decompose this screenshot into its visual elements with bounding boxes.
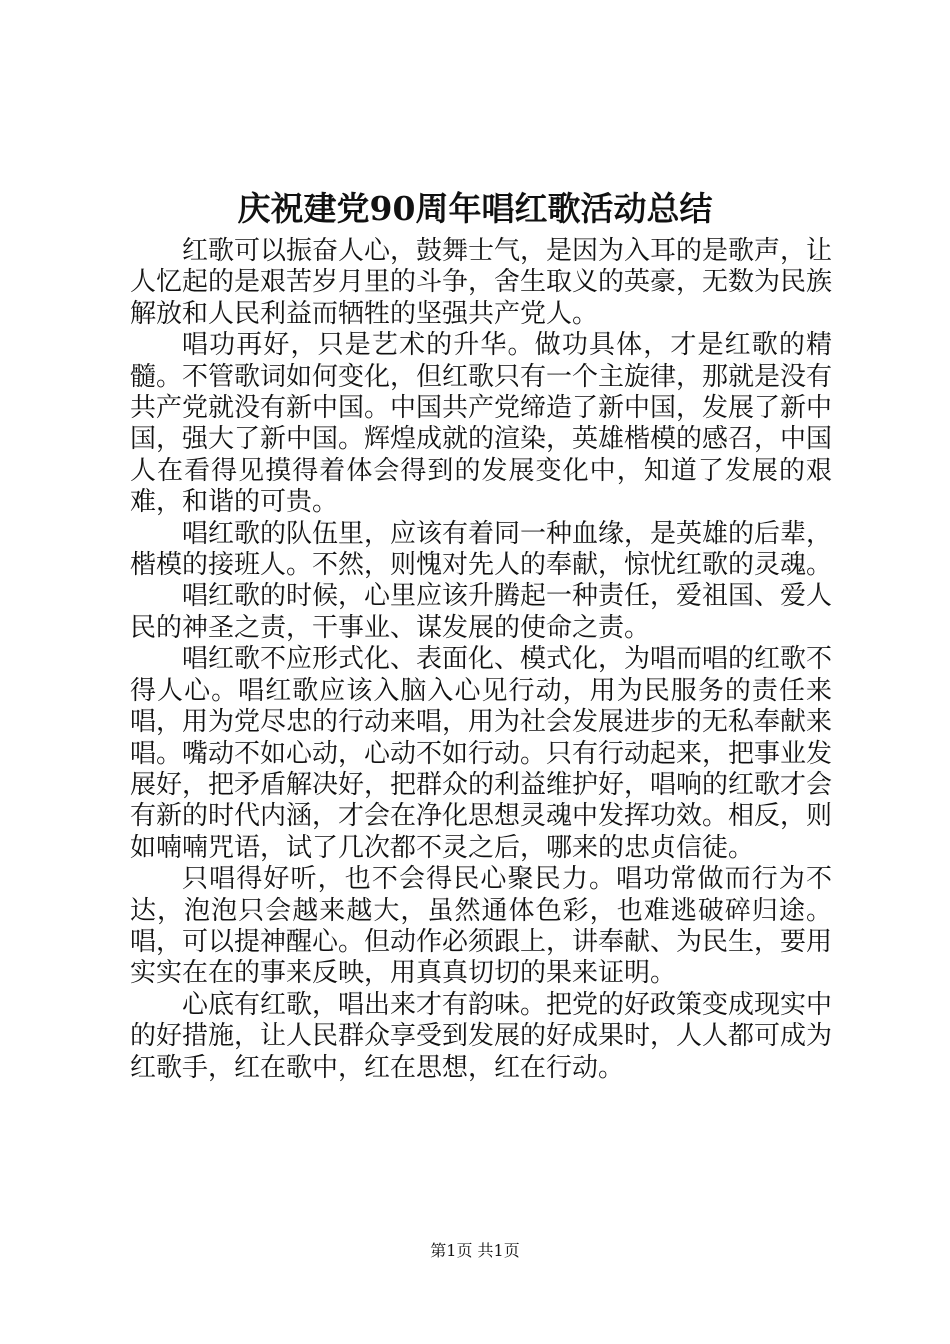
page-footer: 第1页 共1页 (430, 1241, 520, 1260)
paragraph: 唱红歌的时候，心里应该升腾起一种责任，爱祖国、爱人民的神圣之责，干事业、谋发展的使命之责。 (130, 581, 833, 643)
paragraph: 红歌可以振奋人心，鼓舞士气，是因为入耳的是歌声，让人忆起的是艰苦岁月里的斗争，舍生取义的英豪，无数为民族解放和人民利益而牺牲的坚强共产党人。 (130, 236, 833, 329)
paragraph: 唱功再好，只是艺术的升华。做功具体，才是红歌的精髓。不管歌词如何变化，但红歌只有一个主旋律，那就是没有共产党就没有新中国。中国共产党缔造了新中国，发展了新中国，强大了新中国。辉煌成就的渲染，英雄楷模的感召，中国人在看得见摸得着体会得到的发展变化中，知道了发展的艰难，和谐的可贵。 (130, 330, 833, 518)
paragraph: 唱红歌不应形式化、表面化、模式化，为唱而唱的红歌不得人心。唱红歌应该入脑入心见行动，用为民服务的责任来唱，用为党尽忠的行动来唱，用为社会发展进步的无私奉献来唱。嘴动不如心动，心动不如行动。只有行动起来，把事业发展好，把矛盾解决好，把群众的利益维护好，唱响的红歌才会有新的时代内涵，才会在净化思想灵魂中发挥功效。相反，则如喃喃咒语，试了几次都不灵之后，哪来的忠贞信徒。 (130, 644, 833, 863)
paragraph: 只唱得好听，也不会得民心聚民力。唱功常做而行为不达，泡泡只会越来越大，虽然通体色彩，也难逃破碎归途。唱，可以提神醒心。但动作必须跟上，讲奉献、为民生，要用实实在在的事来反映，用真真切切的果来证明。 (130, 864, 833, 989)
document-title: 庆祝建党90周年唱红歌活动总结 (237, 189, 713, 228)
paragraph: 心底有红歌，唱出来才有韵味。把党的好政策变成现实中的好措施，让人民群众享受到发展的好成果时，人人都可成为红歌手，红在歌中，红在思想，红在行动。 (130, 989, 833, 1083)
document-body (130, 236, 832, 1084)
paragraph: 唱红歌的队伍里，应该有着同一种血缘，是英雄的后辈，楷模的接班人。不然，则愧对先人的奉献，惊忧红歌的灵魂。 (130, 518, 833, 581)
